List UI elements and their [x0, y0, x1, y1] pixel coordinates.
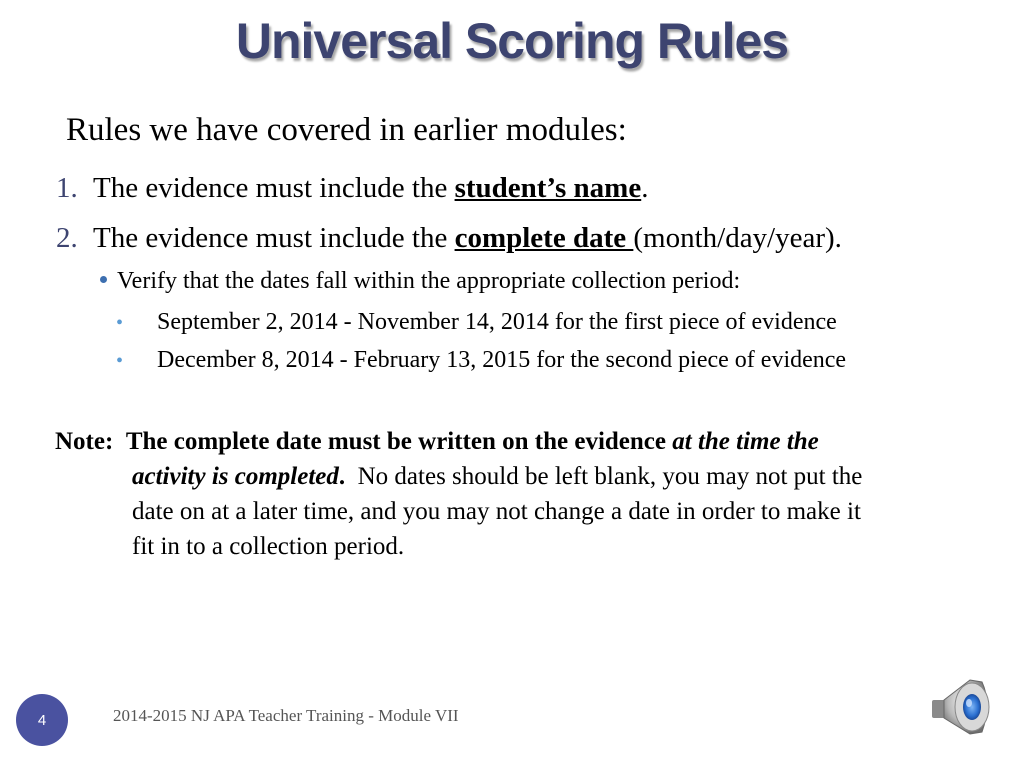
footer-text: 2014-2015 NJ APA Teacher Training - Module VII — [113, 706, 459, 725]
rule-text: The evidence must include the — [93, 222, 455, 254]
rule-text: The evidence must include the — [93, 172, 455, 204]
rule-item-2 — [56, 222, 842, 255]
period-item-2 — [116, 347, 846, 374]
bullet-dot-icon: • — [116, 350, 124, 372]
rule-suffix: . — [641, 172, 649, 204]
page-number: 4 — [37, 711, 47, 729]
rule-item-1 — [56, 172, 648, 205]
bullet-dot-icon — [100, 276, 107, 283]
note-rest-2: date on at a later time, and you may not change a date in order to make it — [132, 498, 861, 525]
page-number-badge — [16, 694, 68, 746]
rule-number: 1. — [56, 172, 78, 204]
slide-subtitle: Rules we have covered in earlier modules: — [66, 112, 627, 148]
note-period: . — [338, 463, 346, 490]
slide-title: Universal Scoring Rules — [235, 13, 789, 69]
speaker-icon[interactable] — [930, 674, 996, 738]
rule-suffix: (month/day/year). — [633, 222, 842, 254]
note-block — [55, 424, 975, 564]
note-label: Note: — [55, 428, 114, 455]
sub-bullet — [100, 268, 740, 295]
rule-number: 2. — [56, 222, 78, 254]
period-text: December 8, 2014 - February 13, 2015 for the second piece of evidence — [157, 347, 847, 373]
rule-bold: complete date — [454, 222, 634, 254]
rule-bold: student’s name — [454, 172, 642, 204]
period-item-1 — [116, 309, 837, 336]
note-rest-1: No dates should be left blank, you may not put the — [357, 463, 863, 490]
note-bold-italic-2: activity is completed — [132, 463, 339, 490]
sub-bullet-text: Verify that the dates fall within the appropriate collection period: — [117, 268, 741, 294]
note-bold: The complete date must be written on the evidence — [125, 428, 666, 455]
period-text: September 2, 2014 - November 14, 2014 for the first piece of evidence — [157, 309, 837, 335]
bullet-dot-icon: • — [116, 312, 124, 334]
note-bold-italic-1: at the time the — [672, 428, 819, 455]
note-rest-3: fit in to a collection period. — [132, 533, 405, 560]
